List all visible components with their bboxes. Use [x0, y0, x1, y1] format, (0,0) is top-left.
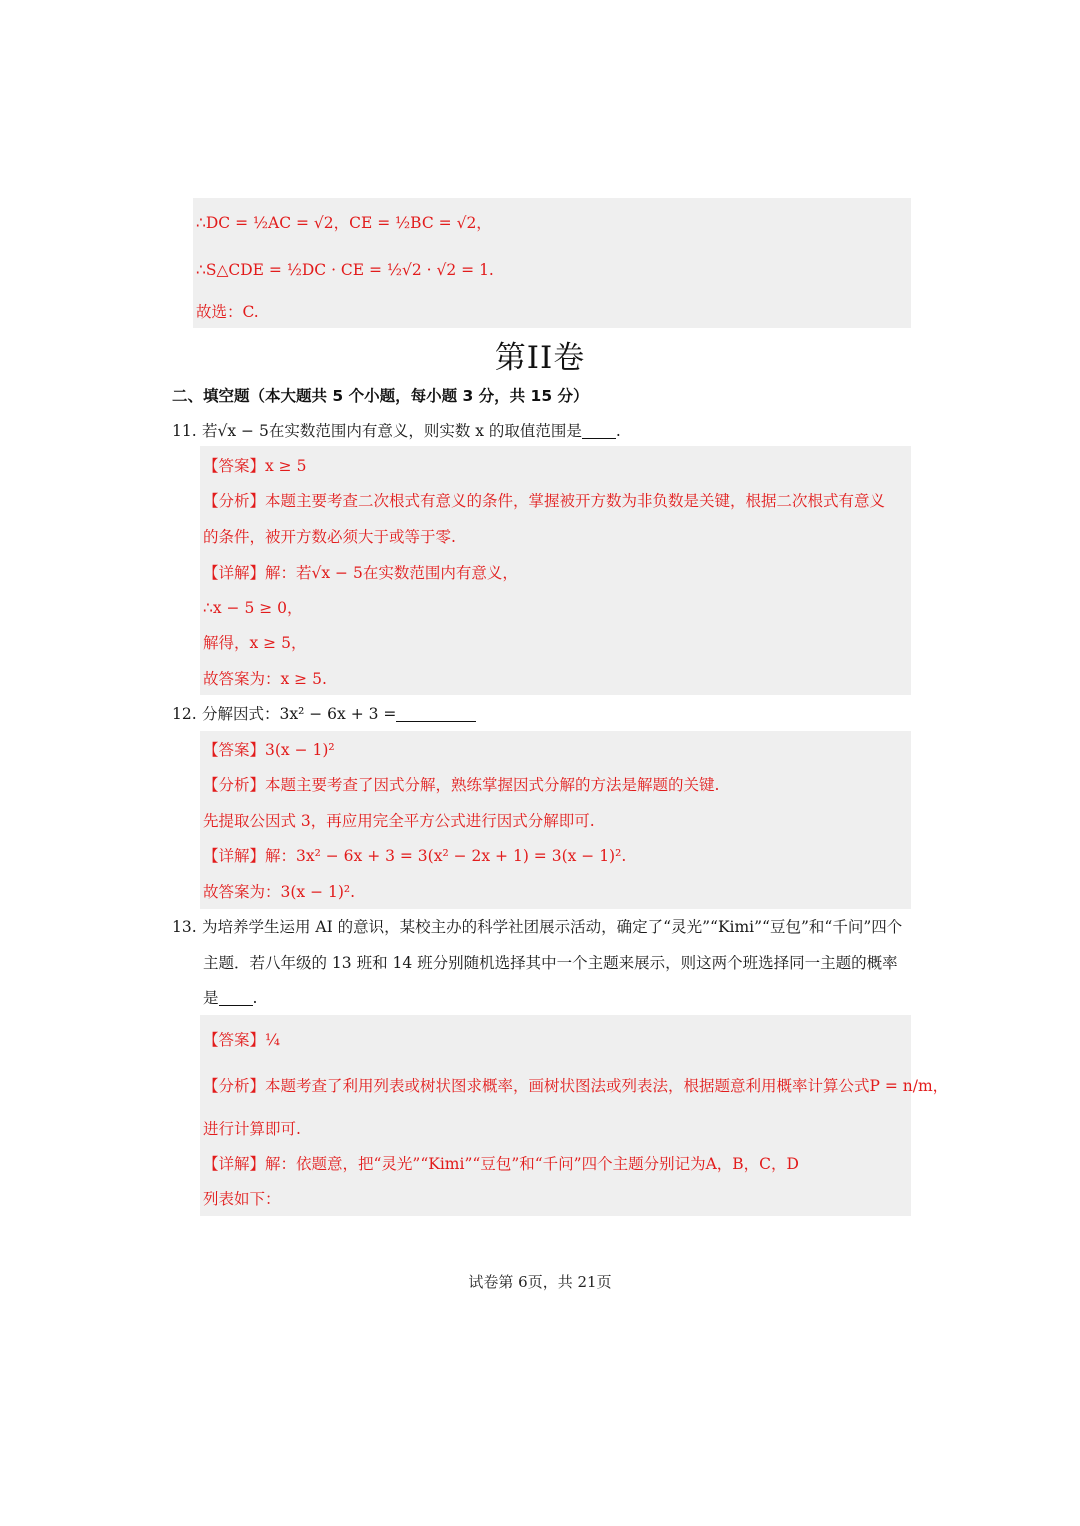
q12-stem	[172, 703, 476, 725]
q13-analysis-2: 进行计算即可.	[203, 1120, 301, 1138]
q12-analysis-1: 【分析】本题主要考查了因式分解，熟练掌握因式分解的方法是解题的关键.	[203, 776, 720, 794]
q11-stem-text: 若√x − 5在实数范围内有意义，则实数 x 的取值范围是	[202, 422, 582, 440]
q11-stem-end: .	[615, 422, 621, 440]
q12-detail-2: 故答案为：3(x − 1)².	[203, 883, 356, 901]
q12-blank	[396, 705, 476, 722]
q13-stem-text-3: 是	[203, 989, 219, 1007]
q11-detail-2: ∴x − 5 ≥ 0，	[203, 599, 303, 617]
q13-stem-2: 主题．若八年级的 13 班和 14 班分别随机选择其中一个主题来展示，则这两个班选择同一主题的概率	[203, 954, 898, 972]
q13-detail-1: 【详解】解：依题意，把“灵光”“Kimi”“豆包”和“千问”四个主题分别记为A，B，C，D	[203, 1155, 799, 1173]
q12-stem-text: 分解因式：3x² − 6x + 3 =	[202, 705, 397, 723]
q12-answer: 【答案】3(x − 1)²	[203, 741, 335, 759]
q11-analysis-2: 的条件，被开方数必须大于或等于零.	[203, 528, 456, 546]
q13-detail-2: 列表如下：	[203, 1190, 281, 1208]
q10-line-1: ∴DC = ½AC = √2，CE = ½BC = √2，	[196, 214, 492, 232]
q10-line-2: ∴S△CDE = ½DC · CE = ½√2 · √2 = 1.	[196, 261, 494, 279]
q11-detail-4: 故答案为：x ≥ 5.	[203, 670, 327, 688]
q13-solution-box	[200, 1015, 911, 1216]
q11-number: 11.	[172, 422, 197, 440]
volume-title: 第II卷	[494, 340, 586, 376]
q13-analysis-1: 【分析】本题考查了利用列表或树状图求概率，画树状图法或列表法，根据题意利用概率计算公式P = n/m，	[203, 1077, 949, 1095]
page-footer: 试卷第 6页，共 21页	[468, 1273, 612, 1291]
q11-blank	[582, 422, 616, 439]
q11-answer: 【答案】x ≥ 5	[203, 457, 307, 475]
q10-line-3: 故选：C.	[196, 303, 259, 321]
q11-detail-1: 【详解】解：若√x − 5在实数范围内有意义，	[203, 564, 518, 582]
q13-blank	[219, 989, 253, 1006]
q12-analysis-2: 先提取公因式 3，再应用完全平方公式进行因式分解即可.	[203, 812, 595, 830]
q13-stem-3	[203, 987, 257, 1009]
section-heading: 二、填空题（本大题共 5 个小题，每小题 3 分，共 15 分）	[172, 387, 589, 405]
q11-detail-3: 解得，x ≥ 5，	[203, 634, 307, 652]
q13-answer: 【答案】¼	[203, 1031, 281, 1049]
q12-detail-1: 【详解】解：3x² − 6x + 3 = 3(x² − 2x + 1) = 3(x − 1)².	[203, 847, 627, 865]
q12-number: 12.	[172, 705, 197, 723]
q11-analysis-1: 【分析】本题主要考查二次根式有意义的条件，掌握被开方数为非负数是关键，根据二次根式有意义	[203, 492, 886, 510]
q13-stem-1	[172, 916, 902, 938]
q11-stem	[172, 420, 621, 442]
q13-stem-end: .	[252, 989, 258, 1007]
q13-stem-text-1: 为培养学生运用 AI 的意识，某校主办的科学社团展示活动，确定了“灵光”“Kimi”“豆包”和“千问”四个	[202, 918, 903, 936]
q13-number: 13.	[172, 918, 197, 936]
